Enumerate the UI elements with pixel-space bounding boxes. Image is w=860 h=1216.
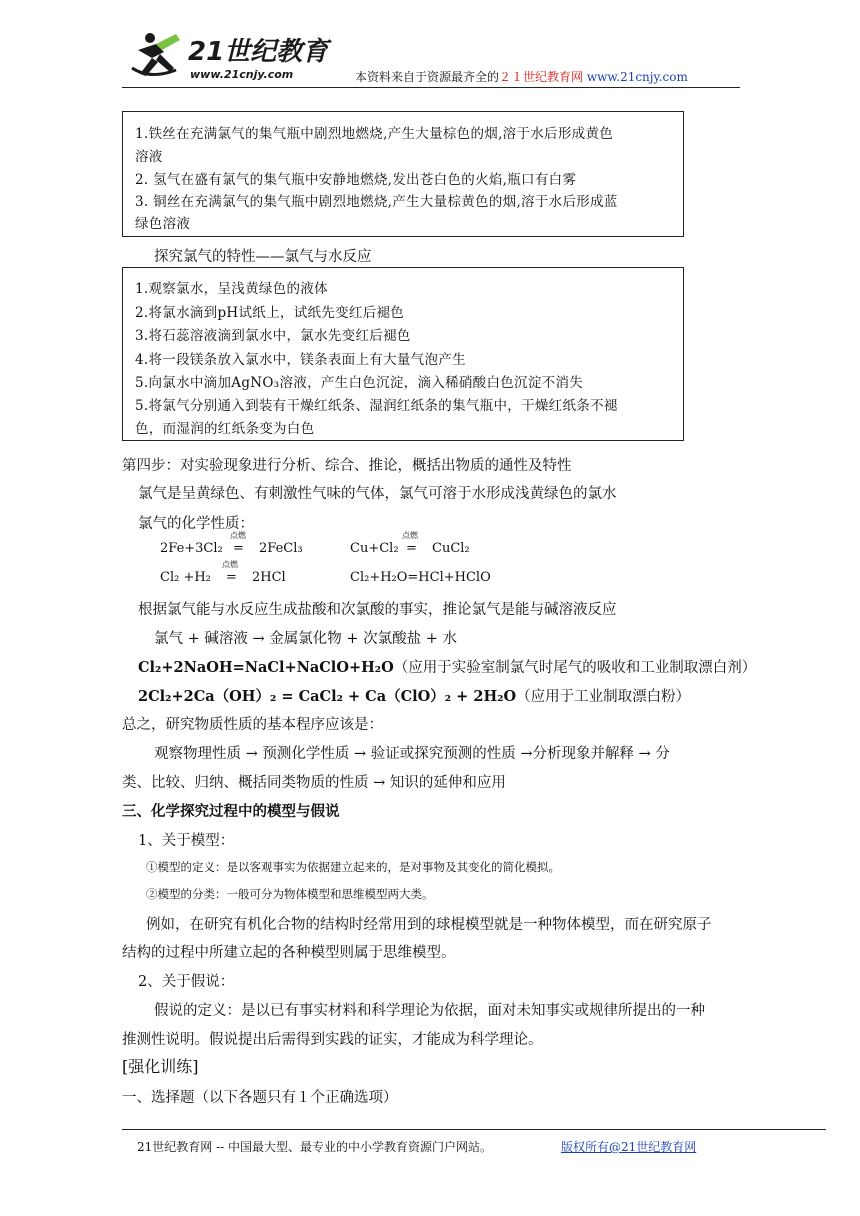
box1-line: 3. 铜丝在充满氯气的集气瓶中剧烈地燃烧,产生大量棕黄色的烟,溶于水后形成蓝 — [135, 194, 618, 210]
header-source — [355, 68, 688, 85]
header-source-prefix: 本资料来自于资源最齐全的 — [355, 70, 500, 84]
box1-line: 1.铁丝在充满氯气的集气瓶中剧烈地燃烧,产生大量棕色的烟,溶于水后形成黄色 — [135, 126, 614, 142]
box2-line: 5.向氯水中滴加AgNO₃溶液，产生白色沉淀，滴入稀硝酸白色沉淀不消失 — [135, 375, 584, 391]
eq2-left: Cu+Cl₂ — [350, 541, 399, 556]
eq4: Cl₂+H₂O=HCl+HClO — [350, 570, 491, 585]
eq3-condition: 点燃 — [222, 560, 238, 569]
eq3-left: Cl₂ +H₂ — [160, 570, 211, 585]
logo-url: www.21cnjy.com — [190, 68, 294, 81]
eq1-right: 2FeCl₃ — [259, 541, 303, 556]
ca-equation-line — [138, 685, 690, 706]
procedure-line-1: 观察物理性质 → 预测化学性质 → 验证或探究预测的性质 →分析现象并解释 → 分 — [154, 746, 670, 762]
observation-box-1 — [122, 111, 684, 237]
model-example-line-1: 例如，在研究有机化合物的结构时经常用到的球棍模型就是一种物体模型，而在研究原子 — [146, 917, 712, 933]
header-divider — [122, 87, 740, 88]
eq2-equals: = — [406, 541, 417, 556]
step4-heading: 第四步：对实验现象进行分析、综合、推论，概括出物质的通性及特性 — [122, 458, 572, 474]
naoh-equation: Cl₂+2NaOH=NaCl+NaClO+H₂O — [138, 659, 394, 676]
box2-line: 4.将一段镁条放入氯水中，镁条表面上有大量气泡产生 — [135, 352, 466, 368]
eq1-equals: = — [233, 541, 244, 556]
eq2-right: CuCl₂ — [432, 541, 470, 556]
logo-text: 21世纪教育 — [188, 37, 329, 67]
eq2-condition: 点燃 — [402, 531, 418, 540]
model-definition: ①模型的定义：是以客观事实为依据建立起来的，是对事物及其变化的简化模拟。 — [146, 860, 560, 874]
box2-line: 2.将氯水滴到pH试纸上，试纸先变红后褪色 — [135, 305, 405, 321]
box2-line: 3.将石蕊溶液滴到氯水中，氯水先变红后褪色 — [135, 328, 411, 344]
procedure-line-2: 类、比较、归纳、概括同类物质的性质 → 知识的延伸和应用 — [122, 775, 506, 791]
section3-heading: 三、化学探究过程中的模型与假说 — [122, 803, 340, 820]
eq1-left: 2Fe+3Cl₂ — [160, 541, 223, 556]
observation-box-2 — [122, 267, 684, 441]
choice-heading: 一、选择题（以下各题只有１个正确选项） — [122, 1090, 398, 1106]
training-heading: [强化训练] — [122, 1057, 199, 1076]
ca-equation: 2Cl₂+2Ca（OH）₂ = CaCl₂ + Ca（ClO）₂ + 2H₂O — [138, 688, 517, 705]
reaction-scheme: 氯气 + 碱溶液 → 金属氯化物 + 次氯酸盐 + 水 — [154, 631, 457, 647]
eq3-equals: = — [226, 570, 237, 585]
box1-line: 溶液 — [135, 149, 163, 165]
box2-line: 1.观察氯水，呈浅黄绿色的液体 — [135, 281, 328, 297]
eq1-condition: 点燃 — [230, 531, 246, 540]
naoh-equation-line — [138, 656, 756, 677]
header-source-site[interactable]: ２１世纪教育网 — [499, 70, 584, 84]
hypothesis-line-2: 推测性说明。假说提出后需得到实践的证实，才能成为科学理论。 — [122, 1032, 543, 1048]
inference-text: 根据氯气能与水反应生成盐酸和次氯酸的事实，推论氯气是能与碱溶液反应 — [138, 602, 617, 618]
eq3-right: 2HCl — [252, 570, 286, 585]
model-example-line-2: 结构的过程中所建立起的各种模型则属于思维模型。 — [122, 945, 456, 961]
hypothesis-title: 2、关于假说： — [138, 974, 235, 990]
site-logo — [130, 28, 340, 86]
box1-line: 绿色溶液 — [135, 216, 191, 232]
footer-copyright-link[interactable]: 版权所有@21世纪教育网 — [561, 1140, 697, 1154]
footer-text: 21世纪教育网 -- 中国最大型、最专业的中小学教育资源门户网站。 — [137, 1140, 493, 1154]
ca-note: （应用于工业制取漂白粉） — [516, 689, 691, 705]
footer-divider — [122, 1129, 826, 1130]
chemical-properties-title: 氯气的化学性质： — [138, 516, 254, 532]
box2-line: 色，而湿润的红纸条变为白色 — [135, 421, 315, 437]
runner-icon — [132, 33, 180, 76]
model-categories: ②模型的分类：一般可分为物体模型和思维模型两大类。 — [146, 887, 434, 901]
summary-text: 总之，研究物质性质的基本程序应该是： — [122, 717, 383, 733]
box2-line: 5.将氯气分别通入到装有干燥红纸条、湿润红纸条的集气瓶中，干燥红纸条不褪 — [135, 398, 618, 414]
physical-properties: 氯气是呈黄绿色、有刺激性气味的气体，氯气可溶于水形成浅黄绿色的氯水 — [138, 486, 617, 502]
box2-title: 探究氯气的特性——氯气与水反应 — [154, 249, 372, 265]
model-title: 1、关于模型： — [138, 833, 235, 849]
header-source-url[interactable]: www.21cnjy.com — [586, 70, 688, 84]
hypothesis-line-1: 假说的定义：是以已有事实材料和科学理论为依据，面对未知事实或规律所提出的一种 — [154, 1003, 705, 1019]
naoh-note: （应用于实验室制氯气时尾气的吸收和工业制取漂白剂） — [393, 660, 757, 676]
box1-line: 2. 氢气在盛有氯气的集气瓶中安静地燃烧,发出苍白色的火焰,瓶口有白雾 — [135, 172, 577, 188]
